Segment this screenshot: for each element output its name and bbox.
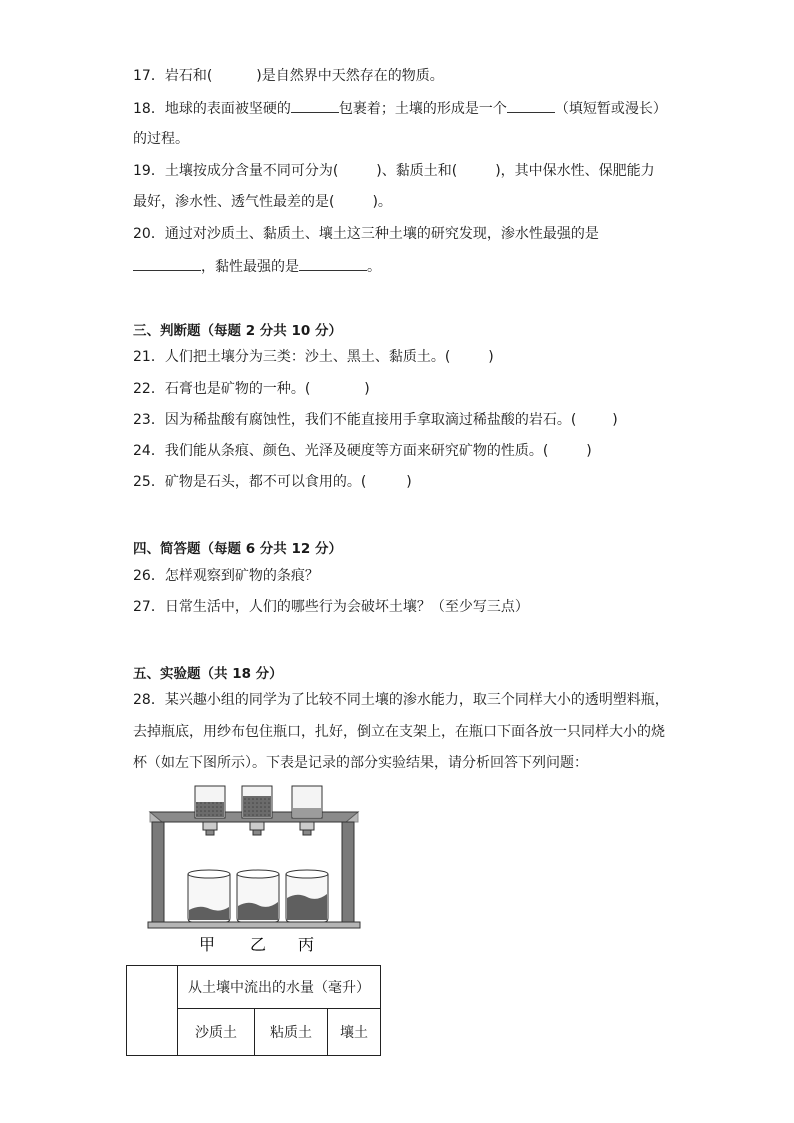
q18-text-4: 的过程。	[133, 131, 189, 147]
question-18	[133, 98, 667, 119]
q19-text-3: )，其中保水性、保肥能力	[495, 163, 655, 179]
question-28-line-1: 28．某兴趣小组的同学为了比较不同土壤的渗水能力，取三个同样大小的透明塑料瓶，	[133, 692, 669, 708]
beaker-bing	[286, 870, 328, 922]
q23-text: 23．因为稀盐酸有腐蚀性，我们不能直接用手拿取滴过稀盐酸的岩石。(	[133, 412, 577, 428]
bottle-jia	[195, 786, 225, 835]
q21-close: )	[488, 349, 494, 365]
q18-text-3: （填短暂或漫长）	[554, 101, 667, 117]
question-28-line-2: 去掉瓶底，用纱布包住瓶口，扎好，倒立在支架上，在瓶口下面各放一只同样大小的烧	[133, 724, 665, 740]
q20-text-2: ，黏性最强的是	[201, 259, 299, 275]
table-col-sandy: 沙质土	[178, 1009, 255, 1056]
q24-close: )	[586, 443, 592, 459]
q20-blank-1[interactable]	[133, 256, 201, 271]
stand-base	[148, 922, 360, 928]
q24-text: 24．我们能从条痕、颜色、光泽及硬度等方面来研究矿物的性质。(	[133, 443, 549, 459]
section-5-title: 五、实验题（共 18 分）	[133, 666, 283, 682]
experiment-apparatus-figure	[140, 782, 370, 958]
q20-text-3: 。	[367, 259, 381, 275]
question-23	[133, 410, 618, 430]
table-header-water-volume: 从土壤中流出的水量（毫升）	[178, 966, 381, 1009]
label-bing: 丙	[297, 935, 315, 954]
question-24	[133, 441, 592, 461]
question-27: 27．日常生活中，人们的哪些行为会破坏土壤？（至少写三点）	[133, 599, 529, 615]
bottle-bing	[292, 786, 322, 835]
q19-text-5: )。	[372, 194, 392, 210]
stand-right-leg	[342, 822, 354, 926]
q17-text-start: 17．岩石和(	[133, 68, 213, 84]
question-17	[133, 66, 444, 86]
beaker-yi	[237, 870, 279, 922]
section-3-title: 三、判断题（每题 2 分共 10 分）	[133, 323, 342, 339]
question-25	[133, 472, 412, 492]
table-col-loam: 壤土	[328, 1009, 381, 1056]
q17-text-end: )是自然界中天然存在的物质。	[256, 68, 444, 84]
q23-close: )	[612, 412, 618, 428]
question-20	[133, 224, 599, 244]
question-20-cont	[133, 256, 381, 277]
q22-text: 22．石膏也是矿物的一种。(	[133, 381, 311, 397]
q25-close: )	[406, 474, 412, 490]
q18-blank-2[interactable]	[507, 98, 555, 113]
results-table	[126, 965, 381, 1056]
beaker-jia	[188, 870, 230, 922]
bottle-yi	[242, 786, 272, 835]
q21-text: 21．人们把土壤分为三类：沙土、黑土、黏质土。(	[133, 349, 451, 365]
q20-blank-2[interactable]	[299, 256, 367, 271]
q18-text-2: 包裹着；土壤的形成是一个	[338, 101, 507, 117]
q18-blank-1[interactable]	[291, 98, 339, 113]
label-jia: 甲	[198, 935, 216, 954]
q18-text-1: 18．地球的表面被坚硬的	[133, 101, 291, 117]
question-22	[133, 379, 370, 399]
stand-left-leg	[152, 822, 164, 926]
q20-text-1: 20．通过对沙质土、黏质土、壤土这三种土壤的研究发现，渗水性最强的是	[133, 226, 599, 242]
q25-text: 25．矿物是石头，都不可以食用的。(	[133, 474, 367, 490]
q19-text-2: )、黏质土和(	[376, 163, 458, 179]
table-col-clay: 粘质土	[255, 1009, 328, 1056]
question-28-line-3: 杯（如左下图所示）。下表是记录的部分实验结果，请分析回答下列问题：	[133, 755, 588, 771]
question-26: 26．怎样观察到矿物的条痕？	[133, 568, 319, 584]
q19-text-1: 19．土壤按成分含量不同可分为(	[133, 163, 339, 179]
question-18-cont	[133, 129, 189, 149]
question-19	[133, 161, 655, 181]
question-21	[133, 347, 494, 367]
question-19-cont	[133, 192, 392, 212]
table-blank-cell	[127, 966, 178, 1056]
q19-text-4: 最好，渗水性、透气性最差的是(	[133, 194, 335, 210]
q22-close: )	[364, 381, 370, 397]
label-yi: 乙	[249, 935, 267, 954]
section-4-title: 四、简答题（每题 6 分共 12 分）	[133, 541, 342, 557]
